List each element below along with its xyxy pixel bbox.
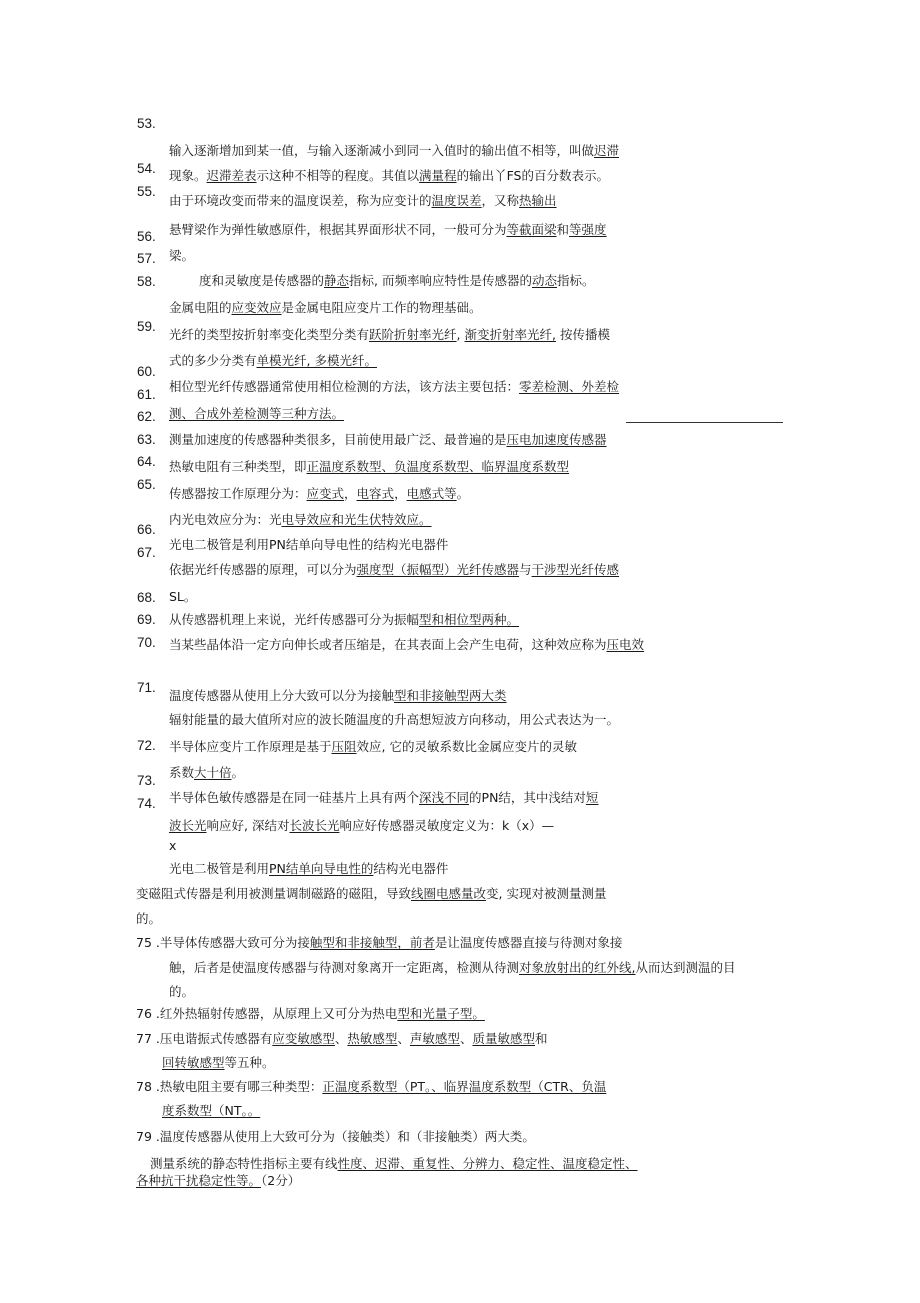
plain-text: 度和灵敏度是传感器的 bbox=[199, 273, 325, 288]
plain-text: 、 bbox=[334, 1031, 348, 1046]
question-number: 70. bbox=[137, 635, 156, 650]
underlined-answer: 短 bbox=[585, 790, 599, 805]
underlined-answer: 电容式 bbox=[356, 486, 395, 501]
plain-text: 光电二极管是利用PN结单向导电性的结构光电器件 bbox=[169, 537, 449, 552]
question-number: 53. bbox=[137, 116, 156, 131]
question-number: 65. bbox=[137, 477, 156, 492]
text-line bbox=[162, 1103, 260, 1119]
question-number: 61. bbox=[137, 387, 156, 402]
underlined-answer: 热敏感型 bbox=[347, 1031, 398, 1046]
plain-text: ， bbox=[394, 486, 407, 501]
underlined-answer: 长波长光 bbox=[289, 818, 340, 833]
text-line bbox=[169, 712, 619, 728]
plain-text: （2分） bbox=[261, 1173, 301, 1188]
underlined-answer: 静态 bbox=[324, 273, 350, 288]
plain-text: 77 .压电谐振式传感器有 bbox=[136, 1031, 273, 1046]
question-number: 55. bbox=[137, 184, 156, 199]
underlined-answer: 电导效应和光生伏特效应。 bbox=[281, 512, 432, 527]
plain-text: 系数 bbox=[169, 765, 195, 780]
text-line bbox=[169, 300, 482, 316]
plain-text: 76 .红外热辐射传感器，从原理上又可分为热电 bbox=[136, 1006, 398, 1021]
plain-text: 响应好, 深结对 bbox=[206, 818, 290, 833]
text-line bbox=[169, 193, 557, 209]
plain-text: 内光电效应分为：光 bbox=[169, 512, 282, 527]
underlined-answer: 应变敏感型 bbox=[272, 1031, 335, 1046]
plain-text: 等五种。 bbox=[224, 1055, 275, 1070]
plain-text: 触，后者是使温度传感器与待测对象离开一定距离，检测从待测 bbox=[169, 960, 520, 975]
underlined-answer: 大十倍 bbox=[194, 765, 232, 780]
underlined-answer: 型和相位型两种。 bbox=[419, 612, 520, 627]
plain-text: 变, 实现对被测量测量 bbox=[486, 886, 607, 901]
plain-text: 由于环境改变而带来的温度误差，称为应变计的 bbox=[169, 193, 432, 208]
question-number: 74. bbox=[137, 796, 156, 811]
text-line bbox=[136, 886, 606, 902]
text-line bbox=[136, 935, 622, 951]
plain-text: , bbox=[456, 327, 465, 342]
text-line bbox=[169, 739, 577, 755]
plain-text: 75 .半导体传感器大致可分为接 bbox=[136, 935, 310, 950]
text-line bbox=[136, 911, 161, 927]
text-line bbox=[169, 406, 344, 422]
text-line bbox=[136, 1079, 606, 1095]
underlined-answer: 跃阶折射率光纤 bbox=[369, 327, 457, 342]
underlined-answer: 干涉型光纤传感 bbox=[531, 562, 620, 577]
underlined-answer: 等强度 bbox=[569, 222, 607, 237]
divider-rule bbox=[626, 422, 783, 423]
text-line bbox=[199, 273, 595, 289]
text-line bbox=[169, 512, 432, 528]
plain-text: 从传感器机理上来说，光纤传感器可分为振幅 bbox=[169, 612, 420, 627]
plain-text: x bbox=[169, 838, 177, 853]
question-number: 57. bbox=[137, 251, 156, 266]
text-line bbox=[169, 379, 619, 395]
text-line bbox=[169, 459, 569, 475]
text-line bbox=[169, 562, 619, 578]
text-line bbox=[169, 688, 507, 704]
plain-text: 变磁阻式传器是利用被测量调制磁路的磁阻，导致 bbox=[136, 886, 412, 901]
text-line bbox=[169, 838, 176, 854]
plain-text: 辐射能量的最大值所对应的波长随温度的升高想短波方向移动，用公式表达为一。 bbox=[169, 712, 620, 727]
underlined-answer: 迟滞 bbox=[594, 143, 620, 158]
underlined-answer: 回转敏感型 bbox=[162, 1055, 225, 1070]
plain-text: 测量加速度的传感器种类很多，目前使用最广泛、最普遍的是 bbox=[169, 432, 507, 447]
underlined-answer: 电感式等 bbox=[406, 486, 457, 501]
underlined-answer: 压阻 bbox=[331, 739, 357, 754]
underlined-answer: 迟滞差表 bbox=[206, 168, 257, 183]
plain-text: 、 bbox=[397, 1031, 410, 1046]
text-line bbox=[169, 537, 448, 553]
plain-text: 温度传感器从使用上分大致可以分为接触 bbox=[169, 688, 395, 703]
underlined-answer: 热输出 bbox=[519, 193, 557, 208]
plain-text: SL。 bbox=[169, 589, 197, 604]
text-line bbox=[169, 589, 196, 605]
plain-text: ，又称 bbox=[481, 193, 520, 208]
plain-text: 是让温度传感器直接与待测对象接 bbox=[434, 935, 623, 950]
underlined-answer: 应变式 bbox=[306, 486, 345, 501]
plain-text: 结构光电器件 bbox=[373, 861, 449, 876]
plain-text: 半导体应变片工作原理是基于 bbox=[169, 739, 332, 754]
underlined-answer: 对象放射出的红外线, bbox=[519, 960, 636, 975]
underlined-answer: 压电加速度传感器 bbox=[506, 432, 607, 447]
text-line bbox=[169, 327, 610, 343]
text-line bbox=[169, 143, 619, 159]
underlined-answer: 性度、迟滞、重复性、分辨力、稳定性、温度稳定性、 bbox=[337, 1156, 638, 1171]
plain-text: 示这种不相等的程度。其值以 bbox=[256, 168, 420, 183]
text-line bbox=[169, 222, 607, 238]
plain-text: 传感器按工作原理分为： bbox=[169, 486, 307, 501]
plain-text: 的输出丫FS的百分数表示。 bbox=[456, 168, 609, 183]
underlined-answer: 温度误差 bbox=[431, 193, 482, 208]
plain-text: 78 .热敏电阻主要有哪三种类型： bbox=[136, 1079, 323, 1094]
plain-text: 从而达到测温的目 bbox=[635, 960, 736, 975]
plain-text: 是金属电阻应变片工作的物理基础。 bbox=[281, 300, 482, 315]
underlined-answer: 渐变折射率光纤, bbox=[464, 327, 556, 342]
text-line bbox=[169, 765, 244, 781]
plain-text: 79 .温度传感器从使用上大致可分为（接触类）和（非接触类）两大类。 bbox=[136, 1129, 535, 1144]
plain-text: 式的多少分类有 bbox=[169, 353, 257, 368]
underlined-answer: 强度型（振幅型）光纤传感器 bbox=[356, 562, 520, 577]
text-line bbox=[162, 1055, 275, 1071]
question-number: 71. bbox=[137, 680, 156, 695]
plain-text: 相位型光纤传感器通常使用相位检测的方法，该方法主要包括： bbox=[169, 379, 520, 394]
underlined-answer: 型和非接触型两大类 bbox=[394, 688, 507, 703]
underlined-answer: 线圈电感量改 bbox=[411, 886, 487, 901]
underlined-answer: PN结单向导电性的 bbox=[269, 861, 374, 876]
text-line bbox=[136, 1129, 535, 1145]
text-line bbox=[169, 486, 469, 502]
plain-text: 与 bbox=[519, 562, 532, 577]
plain-text: 指标。 bbox=[557, 273, 595, 288]
plain-text: 。 bbox=[231, 765, 245, 780]
underlined-answer: 触型和非接触型，前者 bbox=[309, 935, 435, 950]
question-number: 72. bbox=[137, 738, 156, 753]
underlined-answer: 等截面梁 bbox=[506, 222, 557, 237]
plain-text: 的。 bbox=[136, 911, 162, 926]
plain-text: 效应, 它的灵敏系数比金属应变片的灵敏 bbox=[356, 739, 577, 754]
plain-text: 和 bbox=[534, 1031, 548, 1046]
question-number: 60. bbox=[137, 364, 156, 379]
text-line bbox=[169, 790, 598, 806]
underlined-answer: 度系数型（NT。。 bbox=[162, 1103, 261, 1118]
underlined-answer: 深浅不同 bbox=[419, 790, 470, 805]
question-number: 56. bbox=[137, 229, 156, 244]
question-number: 64. bbox=[137, 454, 156, 469]
underlined-answer: 型和光量子型。 bbox=[397, 1006, 485, 1021]
plain-text: 半导体色敏传感器是在同一硅基片上具有两个 bbox=[169, 790, 420, 805]
question-number: 59. bbox=[137, 319, 156, 334]
underlined-answer: 压电效 bbox=[606, 637, 645, 652]
question-number: 68. bbox=[137, 590, 156, 605]
underlined-answer: 正温度系数型、负温度系数型、临界温度系数型 bbox=[306, 459, 570, 474]
text-line bbox=[136, 1031, 547, 1047]
underlined-answer: 测、合成外差检测等三种方法。 bbox=[169, 406, 345, 421]
question-number: 67. bbox=[137, 545, 156, 560]
plain-text: 指标, 而频率响应特性是传感器的 bbox=[349, 273, 532, 288]
plain-text: 按传播模 bbox=[555, 327, 610, 342]
text-line bbox=[169, 612, 519, 628]
plain-text: 、 bbox=[459, 1031, 473, 1046]
plain-text: 金属电阻的 bbox=[169, 300, 232, 315]
plain-text: 热敏电阻有三种类型，即 bbox=[169, 459, 307, 474]
plain-text: ， bbox=[344, 486, 357, 501]
underlined-answer: 单模光纤, 多模光纤。 bbox=[256, 353, 377, 368]
plain-text: 梁。 bbox=[169, 248, 195, 263]
plain-text: 输入逐渐增加到某一值，与输入逐渐减小到同一入值时的输出值不相等，叫做 bbox=[169, 143, 595, 158]
plain-text: 当某些晶体沿一定方向伸长或者压缩是，在其表面上会产生电荷，这种效应称为 bbox=[169, 637, 607, 652]
plain-text: 光电二极管是利用 bbox=[169, 861, 270, 876]
underlined-answer: 零差检测、外差检 bbox=[519, 379, 620, 394]
text-line bbox=[169, 818, 554, 834]
text-line bbox=[169, 960, 736, 976]
text-line bbox=[136, 1006, 485, 1022]
text-line bbox=[169, 861, 448, 877]
underlined-answer: 波长光 bbox=[169, 818, 207, 833]
underlined-answer: 动态 bbox=[531, 273, 557, 288]
text-line bbox=[169, 637, 644, 653]
plain-text: 现象。 bbox=[169, 168, 207, 183]
plain-text: 响应好传感器灵敏度定义为：k（x）— bbox=[339, 818, 555, 833]
plain-text: 依据光纤传感器的原理，可以分为 bbox=[169, 562, 357, 577]
text-line bbox=[169, 432, 607, 448]
question-number: 63. bbox=[137, 432, 156, 447]
question-number: 69. bbox=[137, 612, 156, 627]
text-line bbox=[150, 1156, 638, 1172]
plain-text: 和 bbox=[556, 222, 570, 237]
plain-text: 的PN结，其中浅结对 bbox=[469, 790, 586, 805]
text-line bbox=[169, 353, 377, 369]
question-number: 73. bbox=[137, 773, 156, 788]
text-line bbox=[169, 168, 609, 184]
plain-text: 。 bbox=[456, 486, 470, 501]
text-line bbox=[169, 984, 194, 1000]
underlined-answer: 各种抗干扰稳定性等。 bbox=[136, 1173, 262, 1188]
plain-text: 测量系统的静态特性指标主要有线 bbox=[150, 1156, 338, 1171]
text-line bbox=[136, 1173, 300, 1189]
underlined-answer: 正温度系数型（PT。、临界温度系数型（CTR、负温 bbox=[322, 1079, 607, 1094]
underlined-answer: 质量敏感型 bbox=[472, 1031, 535, 1046]
question-number: 66. bbox=[137, 522, 156, 537]
plain-text: 悬臂梁作为弹性敏感原件，根据其界面形状不同，一般可分为 bbox=[169, 222, 507, 237]
question-number: 62. bbox=[137, 409, 156, 424]
question-number: 54. bbox=[137, 161, 156, 176]
text-line bbox=[169, 248, 194, 264]
underlined-answer: 应变效应 bbox=[231, 300, 282, 315]
plain-text: 的。 bbox=[169, 984, 195, 999]
underlined-answer: 声敏感型 bbox=[409, 1031, 460, 1046]
question-number: 58. bbox=[137, 274, 156, 289]
underlined-answer: 满量程 bbox=[419, 168, 457, 183]
plain-text: 光纤的类型按折射率变化类型分类有 bbox=[169, 327, 370, 342]
